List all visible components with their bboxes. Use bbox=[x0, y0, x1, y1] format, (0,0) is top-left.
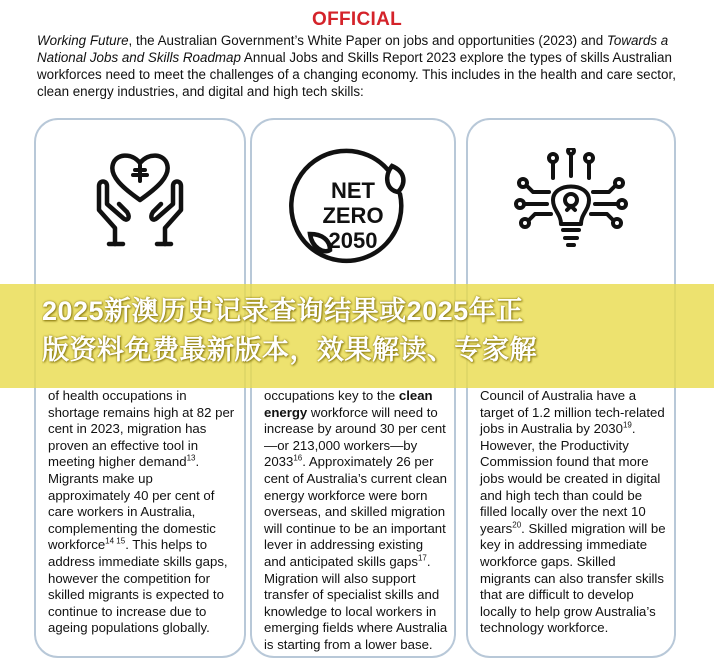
text: occupations key to the bbox=[264, 388, 399, 403]
digital-tech-body bbox=[480, 388, 668, 637]
text: . Approximately 26 per cent of Australia’s current clean energy workforce were born overseas, and skilled migration will continue to be an important lever in addressing existing and anticipated skills gaps bbox=[264, 454, 448, 569]
footnote-ref[interactable]: 14 15 bbox=[105, 536, 126, 546]
intro-text-1: , the Australian Government’s White Paper on jobs and opportunities (2023) and bbox=[128, 33, 607, 48]
intro-title-roadmap: Towards a National Jobs and Skills Roadmap bbox=[37, 33, 669, 65]
banner-line-2: 版资料免费最新版本，效果解读、专家解 bbox=[42, 335, 537, 365]
text: . Migration will also support transfer of specialist skills and knowledge to local workers in emerging fields where Australia is starting from a lower base. bbox=[264, 553, 448, 652]
footnote-ref[interactable]: 13 bbox=[186, 453, 196, 463]
hands-heart-icon bbox=[36, 148, 244, 288]
clean-energy-body bbox=[264, 388, 448, 654]
overlay-banner-text[interactable] bbox=[42, 292, 682, 370]
footnote-ref[interactable]: 16 bbox=[293, 453, 303, 463]
text: of health occupations in shortage remains high at 82 per cent in 2023, migration has proven an effective tool in meeting higher demand bbox=[48, 388, 235, 470]
text: . Skilled migration will be key in addressing immediate workforce gaps. Skilled migrants can also transfer skills that are difficult to develop locally to help grow Australia’s technology workforce. bbox=[480, 520, 666, 636]
footnote-ref[interactable]: 20 bbox=[512, 520, 522, 530]
digital-tech-card bbox=[466, 118, 676, 658]
clean-energy-card bbox=[250, 118, 456, 658]
bold-term: clean energy bbox=[264, 388, 433, 420]
footnote-ref[interactable]: 19 bbox=[622, 420, 632, 430]
icon-line-net: NET bbox=[331, 178, 375, 203]
text: workforce will need to increase by around 30 per cent—or 213,000 workers—by 2033 bbox=[264, 404, 446, 470]
icon-line-2050: 2050 bbox=[328, 228, 378, 253]
banner-line-1: 2025新澳历史记录查询结果或2025年正 bbox=[42, 296, 524, 326]
footnote-ref[interactable]: 17 bbox=[417, 553, 427, 563]
intro-text-2: Annual Jobs and Skills Report 2023 explore the types of skills Australian workforces need to meet the challenges of a changing economy. This includes in the health and care sector, clean energy industries, and digital and high tech skills: bbox=[37, 50, 676, 99]
health-care-card bbox=[34, 118, 246, 658]
classification-label: OFFICIAL bbox=[312, 9, 402, 30]
text: . Migrants make up approximately 40 per cent of care workers in Australia, complementing the domestic workforce bbox=[48, 454, 216, 553]
net-zero-2050-icon bbox=[252, 148, 454, 288]
text: . However, the Productivity Commission found that more jobs would be created in digital and high tech than could be filled locally over the next 10 years bbox=[480, 421, 661, 536]
text: Council of Australia have a target of 1.2 million tech-related jobs in Australia by 2030 bbox=[480, 388, 665, 437]
text: . This helps to address immediate skills gaps, however the competition for skilled migrants is expected to continue to increase due to ageing populations globally. bbox=[48, 537, 228, 636]
intro-paragraph bbox=[37, 32, 687, 100]
health-care-body bbox=[48, 388, 238, 637]
icon-line-zero: ZERO bbox=[322, 203, 384, 228]
lightbulb-circuit-icon bbox=[468, 148, 674, 288]
intro-title-working-future: Working Future bbox=[37, 33, 129, 48]
